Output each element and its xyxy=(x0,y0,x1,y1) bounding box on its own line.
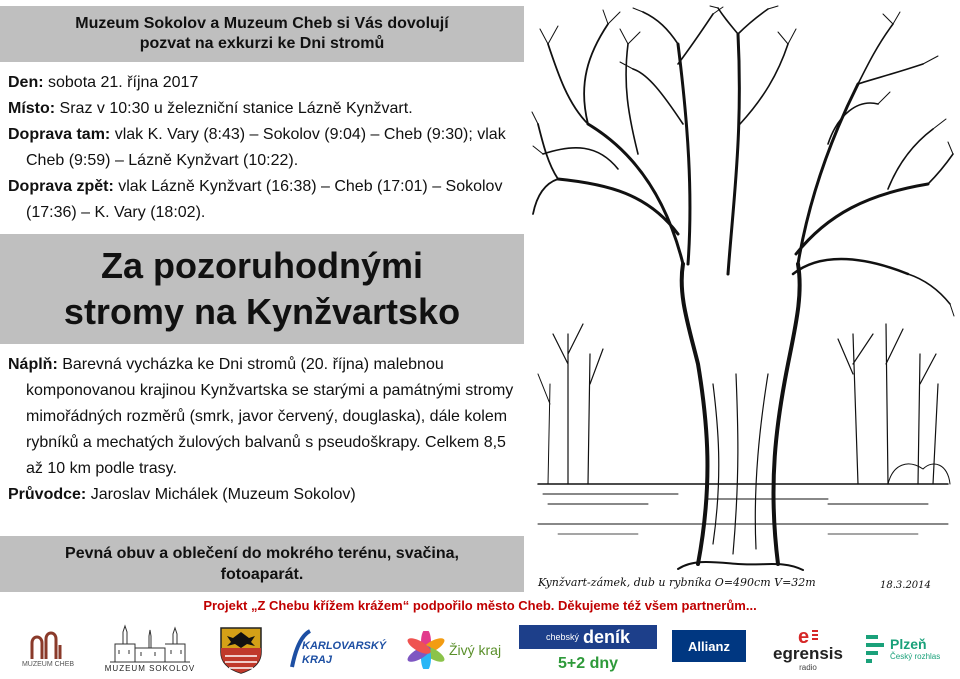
svg-text:e: e xyxy=(798,626,810,645)
info-day: Den: sobota 21. října 2017 xyxy=(8,74,199,91)
header-banner xyxy=(0,6,524,62)
header-line-2: pozvat na exkurzi ke Dni stromů xyxy=(139,35,385,52)
muzeum-sokolov-logo: MUZEUM SOKOLOV xyxy=(98,620,202,676)
project-credit: Projekt „Z Chebu křížem krážem“ podpořilo město Cheb. Děkujeme též všem partnerům... xyxy=(203,598,757,613)
plzen-cesky-rozhlas-logo: Plzeň Český rozhlas xyxy=(864,626,956,670)
event-info xyxy=(8,70,524,226)
karlovarsky-kraj-logo xyxy=(288,626,388,674)
info-transport-back: Doprava zpět: vlak Lázně Kynžvart (16:38) – Cheb (17:01) – Sokolov (17:36) – K. Vary (18:02). xyxy=(8,178,503,221)
coat-of-arms-icon xyxy=(219,626,263,674)
flower-icon xyxy=(407,631,445,669)
5plus2-logo: 5+2 dny xyxy=(557,655,619,672)
svg-text:KARLOVARSKÝ: KARLOVARSKÝ xyxy=(302,640,387,652)
castle-icon xyxy=(105,624,195,664)
title-line-1: Za pozoruhodnými xyxy=(101,245,423,286)
info-transport-there: Doprava tam: vlak K. Vary (8:43) – Sokolov (9:04) – Cheb (9:30); vlak Cheb (9:59) – Lázně Kynžvart (10:22). xyxy=(8,126,506,169)
partner-logos xyxy=(0,618,960,679)
cheb-arch-icon xyxy=(28,631,68,661)
svg-text:KRAJ: KRAJ xyxy=(302,654,332,666)
karlovarsky-swoosh-icon xyxy=(288,627,388,673)
notice-line-1: Pevná obuv a oblečení do mokrého terénu, svačina, xyxy=(65,545,459,562)
chebsky-denik-logo: chebský deník 5+2 dny xyxy=(518,620,658,678)
egrensis-radio-logo: e egrensis radio xyxy=(773,626,843,672)
desc-content: Náplň: Barevná vycházka ke Dni stromů (20. října) malebnou komponovanou krajinou Kynžvartska se starými a památnými stromy mimořádných rozměrů (smrk, javor červený, douglaska), dále kolem rybníků a mechatých žulových balvanů s pseudoškrapy. Celkem 8,5 až 10 km podle trasy. xyxy=(8,356,514,477)
drawing-date: 18.3.2014 xyxy=(880,580,931,591)
oak-tree-illustration xyxy=(528,4,956,594)
zivy-kraj-logo: Živý kraj xyxy=(398,628,510,672)
info-place: Místo: Sraz v 10:30 u železniční stanice Lázně Kynžvart. xyxy=(8,100,413,117)
event-description xyxy=(8,352,524,508)
notice-line-2: fotoaparát. xyxy=(220,566,304,583)
tree-drawing xyxy=(528,4,956,594)
title-line-2: stromy na Kynžvartsko xyxy=(63,291,461,332)
notice-banner xyxy=(0,536,524,592)
desc-guide: Průvodce: Jaroslav Michálek (Muzeum Sokolov) xyxy=(8,486,356,503)
title-banner xyxy=(0,234,524,344)
drawing-caption: Kynžvart-zámek, dub u rybníka O=490cm V=32m xyxy=(538,576,816,589)
header-line-1: Muzeum Sokolov a Muzeum Cheb si Vás dovolují xyxy=(75,15,449,32)
muzeum-cheb-logo: MUZEUM CHEB xyxy=(10,624,86,676)
cheb-coat-of-arms-logo xyxy=(216,624,266,676)
egrensis-e-icon xyxy=(797,627,819,645)
allianz-logo: Allianz xyxy=(672,630,746,662)
rozhlas-icon xyxy=(864,633,886,663)
